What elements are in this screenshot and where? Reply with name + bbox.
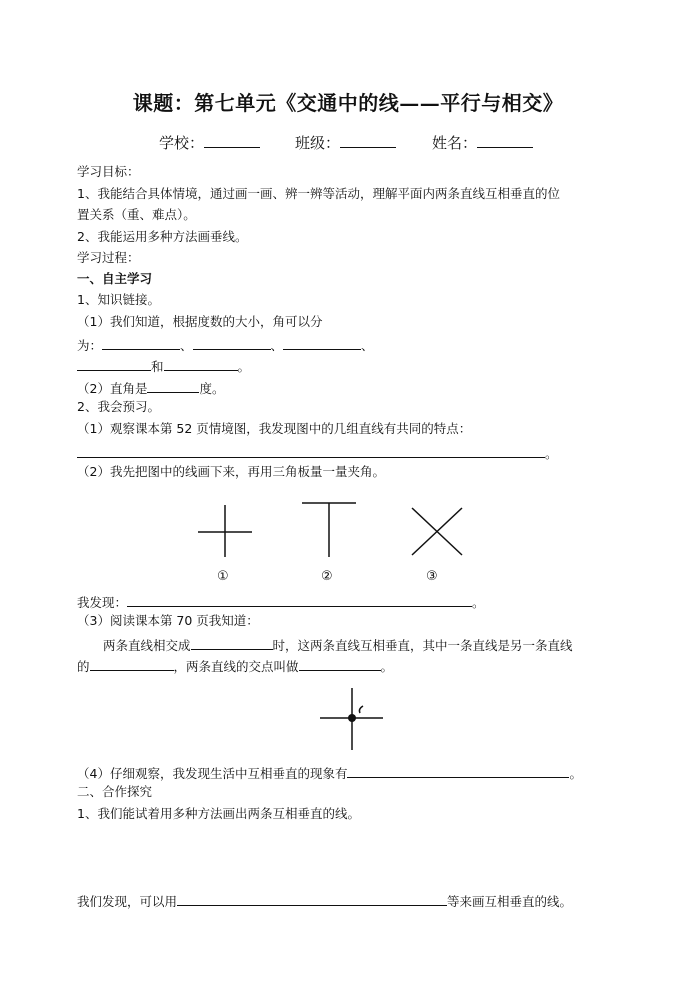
found-line xyxy=(77,592,485,611)
perpendicular-term-blank[interactable] xyxy=(90,656,174,671)
found-blank[interactable] xyxy=(127,592,472,607)
school-label: 学校： xyxy=(159,134,205,152)
class-label: 班级： xyxy=(295,134,341,152)
final-line xyxy=(77,891,572,910)
final-prefix: 我们发现，可以用 xyxy=(77,894,178,909)
period: 。 xyxy=(237,359,251,374)
figure-3-label: ③ xyxy=(426,569,438,584)
figure-1-label: ① xyxy=(217,569,229,584)
final-suffix: 等来画互相垂直的线。 xyxy=(447,894,573,909)
period: 。 xyxy=(569,766,582,781)
q2-3-line-2 xyxy=(77,656,393,675)
q2-3-l2-b: ，两条直线的交点叫做 xyxy=(173,659,299,674)
period: 。 xyxy=(545,446,558,461)
goals-heading: 学习目标： xyxy=(77,164,140,179)
figure-1-cross xyxy=(198,505,252,557)
process-heading: 学习过程： xyxy=(77,250,140,265)
q1-2-prefix: （2）直角是 xyxy=(77,381,148,396)
drawing-methods-blank[interactable] xyxy=(177,891,447,906)
q1-2-suffix: 度。 xyxy=(199,381,225,396)
figure-3-x-shape xyxy=(412,508,462,555)
name-label: 姓名： xyxy=(432,134,478,152)
preview-heading: 2、我会预习。 xyxy=(77,399,160,414)
goal-1-line-2: 置关系（重、难点）。 xyxy=(77,207,196,222)
q2-3: （3）阅读课本第 70 页我知道： xyxy=(77,613,259,628)
figure-2-t-shape xyxy=(302,503,356,557)
comma-sep: 、 xyxy=(180,338,193,353)
section-2-heading: 二、合作探究 xyxy=(77,784,153,799)
q2-3-l1-b: 时，这两条直线互相垂直，其中一条直线是另一条直线 xyxy=(272,638,573,653)
q2-4-prefix: （4）仔细观察，我发现生活中互相垂直的现象有 xyxy=(77,766,348,781)
section-1-heading: 一、自主学习 xyxy=(77,271,153,286)
q2-1: （1）观察课本第 52 页情境图，我发现图中的几组直线有共同的特点： xyxy=(77,421,472,436)
q2-2: （2）我先把图中的线画下来，再用三角板量一量夹角。 xyxy=(77,464,385,479)
q2-3-l1-a: 两条直线相交成 xyxy=(103,638,191,653)
comma-sep: 、 xyxy=(270,338,284,353)
and-word: 和 xyxy=(151,359,164,374)
page-title: 课题：第七单元《交通中的线——平行与相交》 xyxy=(132,91,564,115)
goal-1-line-1: 1、我能结合具体情境，通过画一画、辨一辨等活动，理解平面内两条直线互相垂直的位 xyxy=(77,186,560,201)
figure-2-label: ② xyxy=(321,569,333,584)
period: 。 xyxy=(472,595,485,610)
period: 。 xyxy=(380,659,394,674)
q1-1-line-a: （1）我们知道，根据度数的大小，角可以分 xyxy=(77,314,323,329)
q2-3-l2-a: 的 xyxy=(77,659,90,674)
intersect-angle-blank[interactable] xyxy=(191,635,273,650)
q2-4 xyxy=(77,763,582,782)
intersection-point xyxy=(348,714,356,722)
q2-3-line-1 xyxy=(103,635,573,654)
goal-2: 2、我能运用多种方法画垂线。 xyxy=(77,229,248,244)
q1-1-prefix: 为： xyxy=(77,338,103,353)
s2-q1: 1、我们能试着用多种方法画出两条互相垂直的线。 xyxy=(77,806,360,821)
found-prefix: 我发现： xyxy=(77,595,128,610)
foot-of-perpendicular-blank[interactable] xyxy=(299,656,381,671)
comma-sep: 、 xyxy=(361,338,374,353)
knowledge-link: 1、知识链接。 xyxy=(77,292,160,307)
life-examples-blank[interactable] xyxy=(347,763,569,778)
